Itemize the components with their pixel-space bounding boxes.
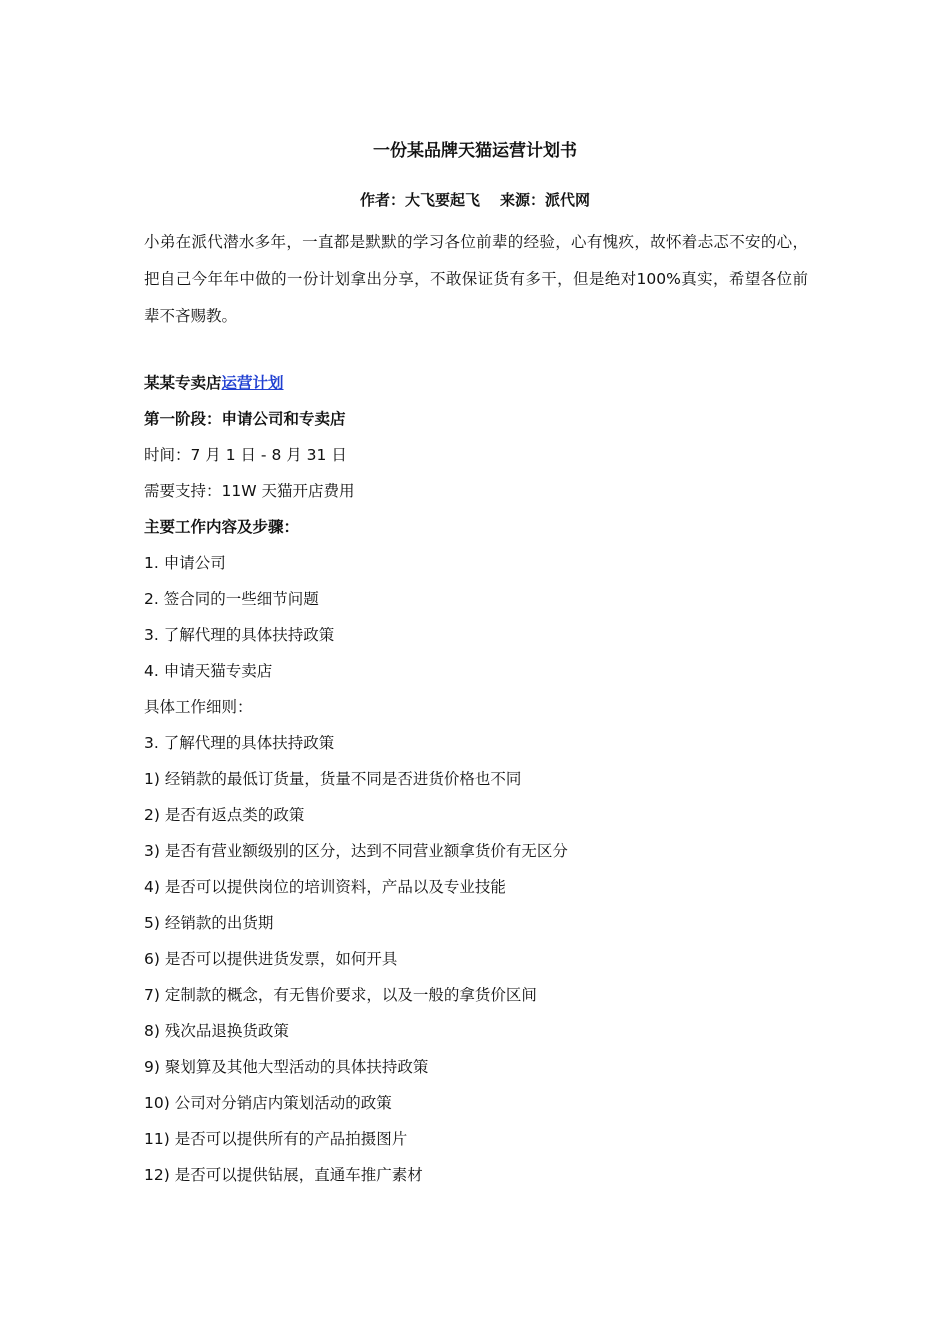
- support-line: 需要支持：11W 天猫开店费用: [144, 482, 355, 500]
- list-item: 5) 经销款的出货期: [144, 914, 274, 932]
- list-item: 4. 申请天猫专卖店: [144, 662, 273, 680]
- content-lines: [144, 368, 808, 1196]
- details-subheading: 3. 了解代理的具体扶持政策: [144, 734, 335, 752]
- list-item: 2. 签合同的一些细节问题: [144, 590, 319, 608]
- list-item: 12) 是否可以提供钻展，直通车推广素材: [144, 1166, 423, 1184]
- phase1-title: 第一阶段：申请公司和专卖店: [144, 410, 346, 428]
- list-item: 6) 是否可以提供进货发票，如何开具: [144, 950, 398, 968]
- intro-paragraph: 小弟在派代潜水多年，一直都是默默的学习各位前辈的经验，心有愧疚，故怀着忐忑不安的心，把自己今年年中做的一份计划拿出分享，不敢保证货有多干，但是绝对100%真实，希望各位前辈不吝赐教。: [144, 233, 808, 325]
- source-label: 来源：派代网: [500, 191, 591, 209]
- list-item: 11) 是否可以提供所有的产品拍摄图片: [144, 1130, 408, 1148]
- list-item: 3) 是否有营业额级别的区分，达到不同营业额拿货价有无区分: [144, 842, 568, 860]
- document-title: 一份某品牌天猫运营计划书: [373, 141, 577, 161]
- list-item: 10) 公司对分销店内策划活动的政策: [144, 1094, 392, 1112]
- section-heading-prefix: 某某专卖店: [144, 374, 222, 392]
- list-item: 3. 了解代理的具体扶持政策: [144, 626, 335, 644]
- operation-plan-link[interactable]: 运营计划: [221, 374, 284, 392]
- list-item: 1) 经销款的最低订货量，货量不同是否进货价格也不同: [144, 770, 522, 788]
- section-heading: [144, 368, 808, 404]
- list-item: 9) 聚划算及其他大型活动的具体扶持政策: [144, 1058, 429, 1076]
- list-item: 2) 是否有返点类的政策: [144, 806, 305, 824]
- list-item: 1. 申请公司: [144, 554, 226, 572]
- list-item: 4) 是否可以提供岗位的培训资料，产品以及专业技能: [144, 878, 506, 896]
- list-item: 8) 残次品退换货政策: [144, 1022, 289, 1040]
- byline: [0, 188, 950, 212]
- author-label: 作者：大飞要起飞: [359, 191, 480, 209]
- details-heading: 具体工作细则：: [144, 698, 253, 716]
- list-item: 7) 定制款的概念，有无售价要求，以及一般的拿货价区间: [144, 986, 537, 1004]
- main-steps-heading: 主要工作内容及步骤：: [144, 518, 300, 536]
- time-line: 时间：7 月 1 日 - 8 月 31 日: [144, 446, 347, 464]
